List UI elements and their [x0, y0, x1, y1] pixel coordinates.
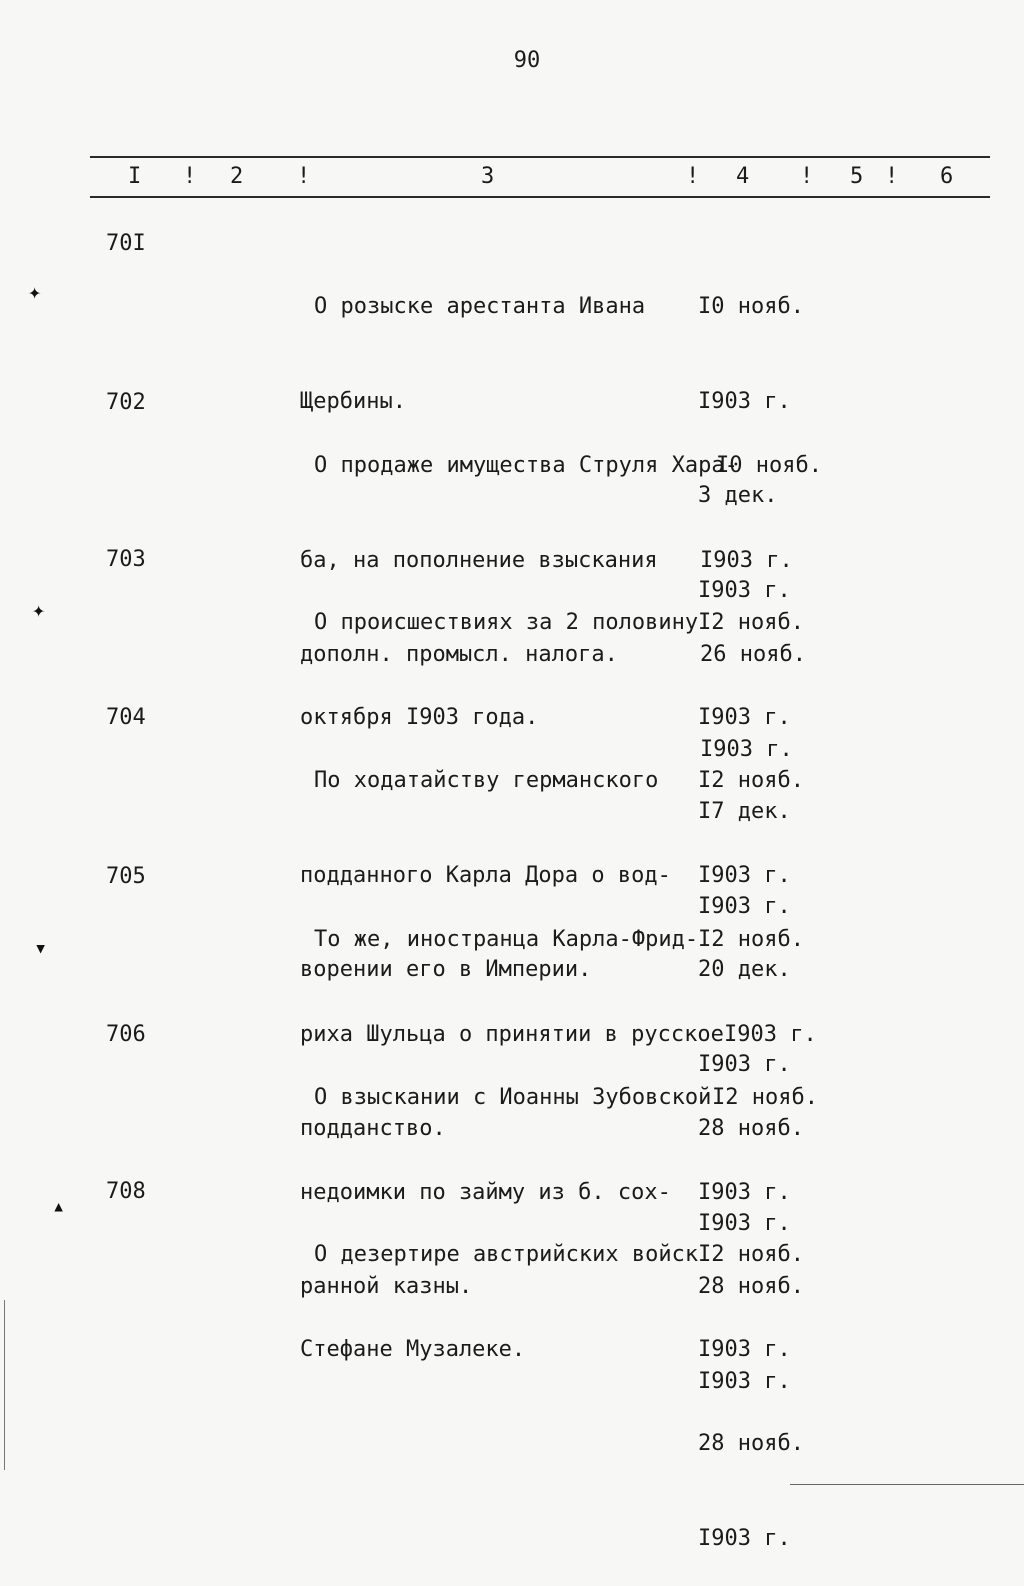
entry-dates — [698, 1176, 804, 1586]
entry-date-line: I903 г. — [698, 1368, 791, 1394]
entry-title-line: О взыскании с Иоанны Зубовской — [314, 1085, 712, 1110]
entry-title-line: То же, иностранца Карла-Фрид- — [314, 927, 699, 952]
entry-date-line: I903 г. — [698, 1210, 791, 1236]
entry-date-line: I903 г. — [698, 577, 791, 603]
entry-number: 708 — [106, 1179, 146, 1204]
header-top-rule — [90, 156, 990, 158]
entry-date-line: I0 нояб. — [716, 453, 822, 478]
bottom-edge-line — [790, 1484, 1024, 1485]
entry-title-line: риха Шульца о принятии в русское — [300, 1021, 724, 1047]
entry-number: 702 — [106, 390, 146, 415]
entry-date-line: I903 г. — [700, 547, 793, 573]
entry-date-line: I2 нояб. — [698, 927, 804, 952]
entry-date-line: I7 дек. — [698, 799, 791, 824]
header-col-4: 4 — [736, 164, 750, 189]
entry-title-line: О продаже имущества Струля Хара- — [314, 453, 738, 478]
entry-title — [300, 1176, 698, 1397]
entry-date-line: 28 нояб. — [698, 1116, 804, 1141]
entry-date-line: 20 дек. — [698, 957, 791, 982]
entry-date-line: I903 г. — [698, 1179, 791, 1205]
entry-title-line: О происшествиях за 2 половину — [314, 610, 699, 635]
header-col-2: 2 — [230, 164, 244, 189]
binding-hole-mark-icon: ✦ — [28, 280, 42, 305]
entry-title-line: дополн. промысл. налога. — [300, 642, 618, 667]
entry-title-line: ба, на пополнение взыскания — [300, 547, 658, 573]
entry-date-line: I903 г. — [698, 1051, 791, 1077]
entry-number: 703 — [106, 547, 146, 572]
entry-date-line: I903 г. — [698, 388, 791, 414]
entry-date-line: I2 нояб. — [698, 768, 804, 793]
header-separator: ! — [297, 164, 311, 189]
entry-title-line: О розыске арестанта Ивана — [314, 294, 646, 319]
entry-title-line: По ходатайству германского — [314, 768, 659, 793]
entry-date-line: I903 г. — [698, 862, 791, 888]
binding-hole-mark-icon: ▴ — [52, 1194, 66, 1219]
entry-title-line: Стефане Музалеке. — [300, 1336, 526, 1362]
entry-date-line: 3 дек. — [698, 483, 778, 508]
header-col-1: I — [128, 164, 142, 189]
binding-hole-mark-icon: ✦ — [32, 598, 46, 623]
entry-title-line: ворении его в Империи. — [300, 957, 592, 982]
entry-number: 704 — [106, 705, 146, 730]
header-col-3: 3 — [481, 164, 495, 189]
header-separator: ! — [885, 164, 899, 189]
entry-date-line: I903 г. — [698, 704, 791, 730]
entry-title-line: подданного Карла Дора о вод- — [300, 862, 671, 888]
entry-number: 705 — [106, 864, 146, 889]
entry-title-line: октября I903 года. — [300, 704, 539, 730]
entry-date-line: 26 нояб. — [700, 642, 806, 667]
header-bottom-rule — [90, 196, 990, 198]
entry-date-line: 28 нояб. — [698, 1431, 804, 1456]
entry-date-line: 28 нояб. — [698, 1274, 804, 1299]
entry-number: 70I — [106, 231, 146, 256]
page-number: 90 — [513, 48, 541, 73]
entry-date-line: I0 нояб. — [698, 294, 804, 319]
entry-date-line: I903 г. — [698, 1525, 791, 1551]
entry-title-line: Щербины. — [300, 388, 406, 414]
entry-date-line: I903 г. — [724, 1021, 817, 1047]
entry-title-line: подданство. — [300, 1116, 446, 1141]
header-col-6: 6 — [940, 164, 954, 189]
entry-date-line: I2 нояб. — [698, 1242, 804, 1267]
entry-title-line: ранной казны. — [300, 1274, 473, 1299]
entry-date-line: I903 г. — [698, 893, 791, 919]
entry-date-line: I2 нояб. — [712, 1085, 818, 1110]
entry-date-line: I903 г. — [700, 736, 793, 762]
header-separator: ! — [686, 164, 700, 189]
entry-number: 706 — [106, 1022, 146, 1047]
entry-date-line: I903 г. — [698, 1336, 791, 1362]
header-col-5: 5 — [850, 164, 864, 189]
binding-hole-mark-icon: ▾ — [34, 936, 48, 961]
entry-title-line: недоимки по займу из б. сох- — [300, 1179, 671, 1205]
header-separator: ! — [183, 164, 197, 189]
header-separator: ! — [800, 164, 814, 189]
entry-title-line: О дезертире австрийских войск — [314, 1242, 699, 1267]
entry-date-line: I2 нояб. — [698, 610, 804, 635]
margin-edge-line — [4, 1300, 5, 1470]
